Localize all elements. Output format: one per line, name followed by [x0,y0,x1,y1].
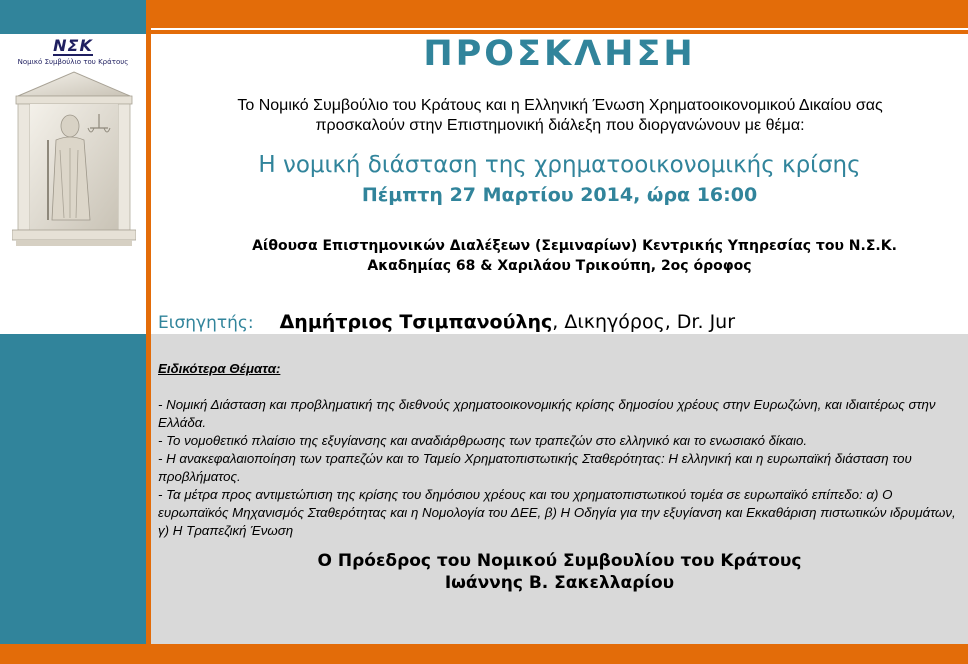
venue-line-2: Ακαδημίας 68 & Χαριλάου Τρικούπη, 2ος όροφος [367,258,752,274]
invitation-intro [160,96,960,136]
signature [151,550,968,594]
speaker-title: , Δικηγόρος, Dr. Jur [552,311,736,333]
signature-title: Ο Πρόεδρος του Νομικού Συμβουλίου του Κράτους [317,551,802,571]
signature-name: Ιωάννης Β. Σακελλαρίου [444,573,675,593]
topic-item: - Τα μέτρα προς αντιμετώπιση της κρίσης του δημόσιου χρέους και του χρηματοπιστωτικού τομέα σε ευρωπαϊκό επίπεδο: α) Ο ευρωπαϊκός Μηχανισμός Σταθερότητας και η Νομολογία του ΔΕΕ, β) Η Οδηγία για την εξυγίανση και Εκκαθάριση πιστωτικών ιδρυμάτων, γ) Η Τραπεζική Ένωση [158,487,956,538]
topic-item: - Το νομοθετικό πλαίσιο της εξυγίανσης και αναδιάρθρωσης των τραπεζών στο ελληνικό και το ενωσιακό δίκαιο. [158,433,808,448]
logo-caption: Νομικό Συμβούλιο του Κράτους [17,58,129,66]
venue-line-1: Αίθουσα Επιστημονικών Διαλέξεων (Σεμιναρίων) Κεντρικής Υπηρεσίας του Ν.Σ.Κ. [252,238,897,254]
intro-line-2: προσκαλούν στην Επιστημονική διάλεξη που διοργανώνουν με θέμα: [315,117,805,134]
topic-item: - Νομική Διάσταση και προβληματική της διεθνούς χρηματοοικονομικής κρίσης δημοσίου χρέους στην Ευρωζώνη, και ιδιαιτέρως στην Ελλάδα. [158,397,936,430]
lecture-date: Πέμπτη 27 Μαρτίου 2014, ώρα 16:00 [361,184,758,206]
venue [151,236,968,276]
topics-list [158,360,962,540]
topics-heading: Ειδικότερα Θέματα: [158,361,281,376]
speaker-line [158,311,958,333]
header-divider [151,28,968,30]
orange-bottom-left-block [0,644,146,664]
topic-item: - Η ανακεφαλαιοποίηση των τραπεζών και το Ταμείο Χρηματοπιστωτικής Σταθερότητας: Η ελληνική και η ευρωπαϊκή διάσταση του προβλήματος. [158,451,912,484]
teal-top-block [0,0,146,34]
teal-side-panel [0,334,146,644]
speaker-label: Εισηγητής: [158,313,254,333]
justice-relief-icon [12,70,136,246]
speaker-name: Δημήτριος Τσιμπανούλης [279,311,553,333]
intro-line-1: Το Νομικό Συμβούλιο του Κράτους και η Ελληνική Ένωση Χρηματοοικονομικού Δικαίου σας [237,97,883,114]
orange-footer-bar [146,644,968,664]
nsk-logo [0,36,146,66]
logo-mark: ΝΣΚ [53,36,93,55]
lecture-topic: Η νομική διάσταση της χρηματοοικονομικής κρίσης [258,152,861,178]
page-title: ΠΡΟΣΚΛΗΣΗ [423,34,696,74]
